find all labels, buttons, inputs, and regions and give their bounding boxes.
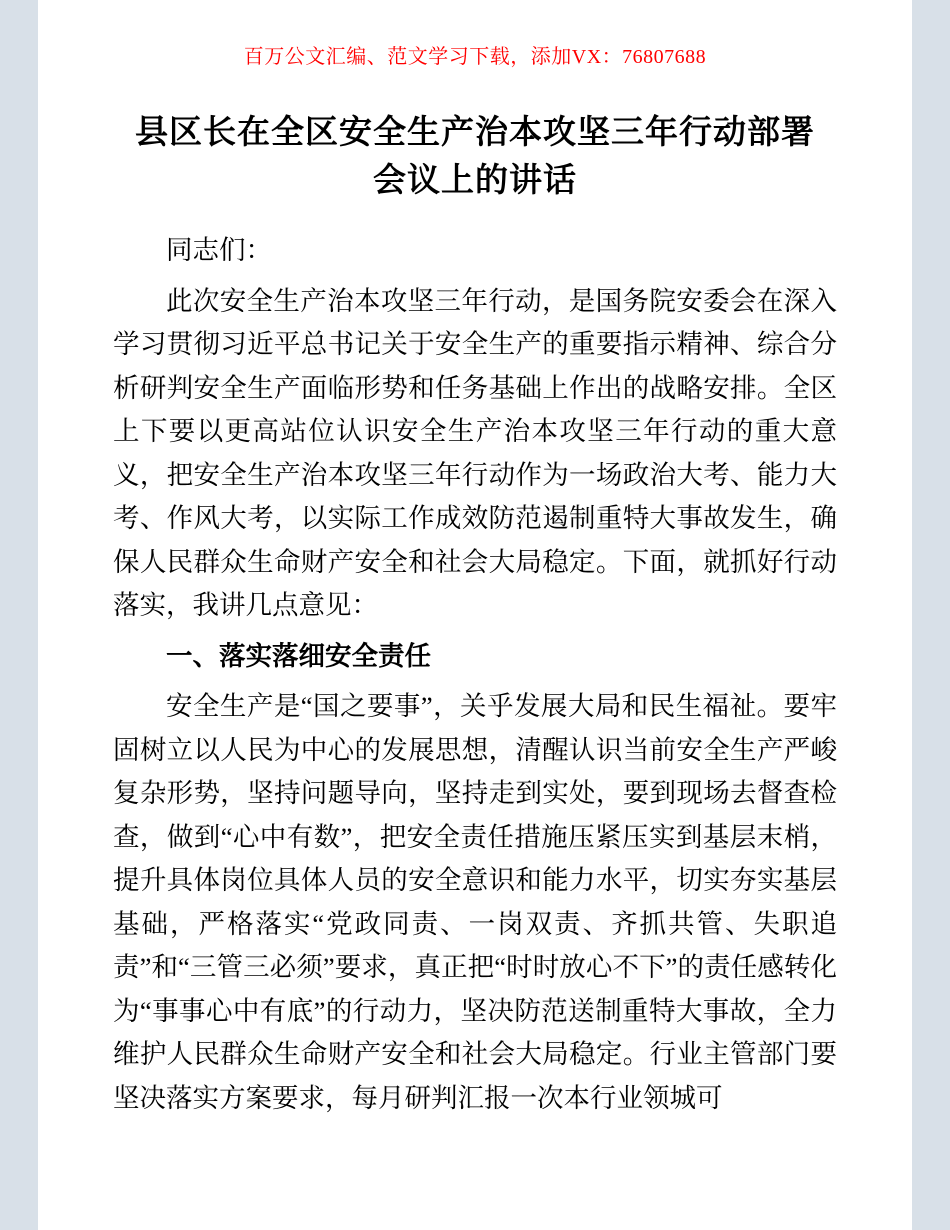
document-page <box>38 0 912 1230</box>
section-heading-1: 一、落实落细安全责任 <box>166 640 431 671</box>
paragraph-section-1-body: 安全生产是“国之要事”，关乎发展大局和民生福祉。要牢固树立以人民为中心的发展思想，清醒认识当前安全生产严峻复杂形势，坚持问题导向，坚持走到实处，要到现场去督查检查，做到“心中有数”，把安全责任措施压紧压实到基层末梢，提升具体岗位具体人员的安全意识和能力水平，切实夯实基层基础，严格落实“党政同责、一岗双责、齐抓共管、失职追责”和“三管三必须”要求，真正把“时时放心不下”的责任感转化为“事事心中有底”的行动力，坚决防范送制重特大事故，全力维护人民群众生命财产安全和社会大局稳定。行业主管部门要坚决落实方案要求，每月研判汇报一次本行业领城可 <box>113 691 837 1113</box>
paragraph-introduction: 此次安全生产治本攻坚三年行动，是国务院安委会在深入学习贯彻习近平总书记关于安全生产的重要指示精神、综合分析研判安全生产面临形势和任务基础上作出的战略安排。全区上下要以更高站位认识安全生产治本攻坚三年行动的重大意义，把安全生产治本攻坚三年行动作为一场政治大考、能力大考、作风大考，以实际工作成效防范遏制重特大事故发生，确保人民群众生命财产安全和社会大局稳定。下面，就抓好行动落实，我讲几点意见： <box>113 285 837 620</box>
document-title <box>113 109 837 205</box>
document-title-line-2: 会议上的讲话 <box>373 163 577 199</box>
paragraph-salutation: 同志们： <box>166 235 272 265</box>
document-title-line-1: 县区长在全区安全生产治本攻坚三年行动部署 <box>135 115 815 151</box>
header-promo-notice: 百万公文汇编、范文学习下载，添加VX：76807688 <box>243 46 707 68</box>
